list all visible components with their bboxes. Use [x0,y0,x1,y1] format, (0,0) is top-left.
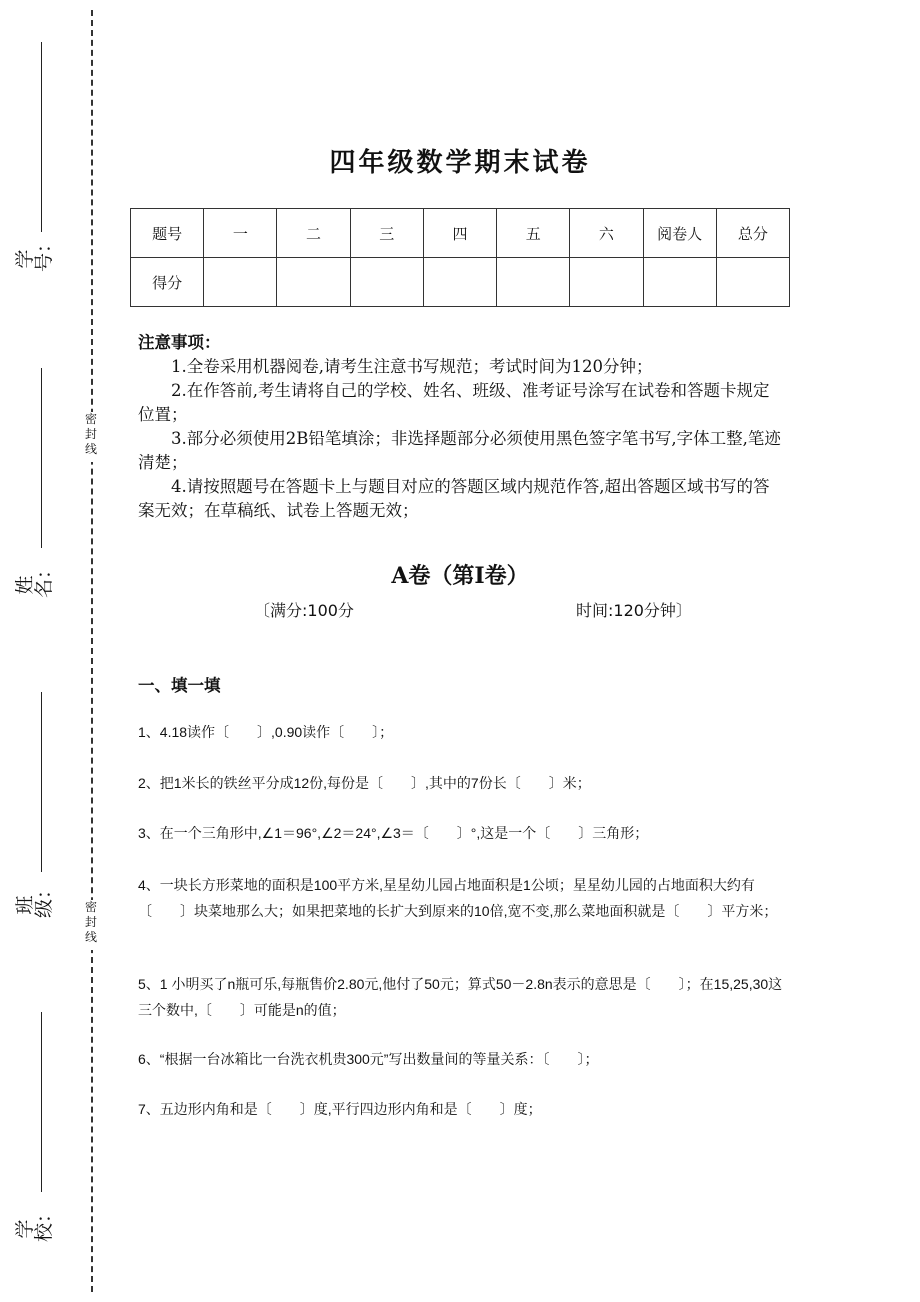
score-cell[interactable] [204,258,277,307]
name-label: 姓名： [14,559,55,598]
question-item: 7、五边形内角和是〔 〕度,平行四边形内角和是〔 〕度； [138,1101,542,1117]
score-row-label: 得分 [131,258,204,307]
header-cell: 总分 [716,209,789,258]
fold-dashed-line [91,10,93,1292]
time-label: 时间:120分钟〕 [576,601,692,620]
note-item: 2.在作答前,考生请将自己的学校、姓名、班级、准考证号涂写在试卷和答题卡规定位置； [138,381,770,424]
question-item: 2、把1米长的铁丝平分成12份,每份是〔 〕,其中的7份长〔 〕米； [138,775,591,791]
student-id-label: 学号： [14,233,55,272]
name-blank[interactable] [41,368,42,548]
question-item: 6、“根据一台冰箱比一台洗衣机贵300元”写出数量间的等量关系：〔 〕； [138,1051,599,1067]
note-item: 1.全卷采用机器阅卷,请考生注意书写规范；考试时间为120分钟； [171,357,653,376]
header-cell: 四 [423,209,496,258]
score-cell[interactable] [350,258,423,307]
score-cell[interactable] [277,258,350,307]
exam-notes [138,331,783,523]
question-item: 3、在一个三角形中,∠1＝96°,∠2＝24°,∠3＝〔 〕°,这是一个〔 〕三角形； [138,825,649,841]
score-cell[interactable] [716,258,789,307]
score-cell[interactable] [497,258,570,307]
score-cell[interactable] [570,258,643,307]
header-cell: 阅卷人 [643,209,716,258]
paper-section-title: A卷（第I卷） [391,563,529,589]
header-cell: 三 [350,209,423,258]
score-table-header-row [131,209,790,258]
student-id-blank[interactable] [41,42,42,232]
score-cell[interactable] [643,258,716,307]
note-item: 3.部分必须使用2B铅笔填涂；非选择题部分必须使用黑色签字笔书写,字体工整,笔迹清楚； [138,429,781,472]
question-item: 4、一块长方形菜地的面积是100平方米,星星幼儿园占地面积是1公顷；星星幼儿园的占地面积大约有〔 〕块菜地那么大；如果把菜地的长扩大到原来的10倍,宽不变,那么菜地面积就是〔 〕平方米； [138,877,778,919]
seal-line-label-upper: 密 封 线 [83,412,99,462]
question-item: 5、1 小明买了n瓶可乐,每瓶售价2.80元,他付了50元；算式50－2.8n表示的意思是〔 〕；在15,25,30这三个数中,〔 〕可能是n的值； [138,976,783,1018]
score-table [130,208,790,307]
score-cell[interactable] [423,258,496,307]
note-item: 4.请按照题号在答题卡上与题目对应的答题区域内规范作答,超出答题区域书写的答案无效；在草稿纸、试卷上答题无效； [138,477,770,520]
full-score-label: 〔满分:100分 [254,601,354,620]
notes-heading: 注意事项： [138,333,221,352]
class-blank[interactable] [41,692,42,872]
header-cell: 题号 [131,209,204,258]
school-label: 学校： [14,1203,55,1242]
score-table-score-row [131,258,790,307]
question-item: 1、4.18读作〔 〕,0.90读作〔 〕； [138,724,394,740]
section-heading: 一、填一填 [138,676,221,695]
class-label: 班级： [14,879,55,918]
school-blank[interactable] [41,1012,42,1192]
header-cell: 一 [204,209,277,258]
seal-line-label-lower: 密 封 线 [83,900,99,950]
page-title: 四年级数学期末试卷 [329,148,591,178]
header-cell: 五 [497,209,570,258]
header-cell: 二 [277,209,350,258]
header-cell: 六 [570,209,643,258]
